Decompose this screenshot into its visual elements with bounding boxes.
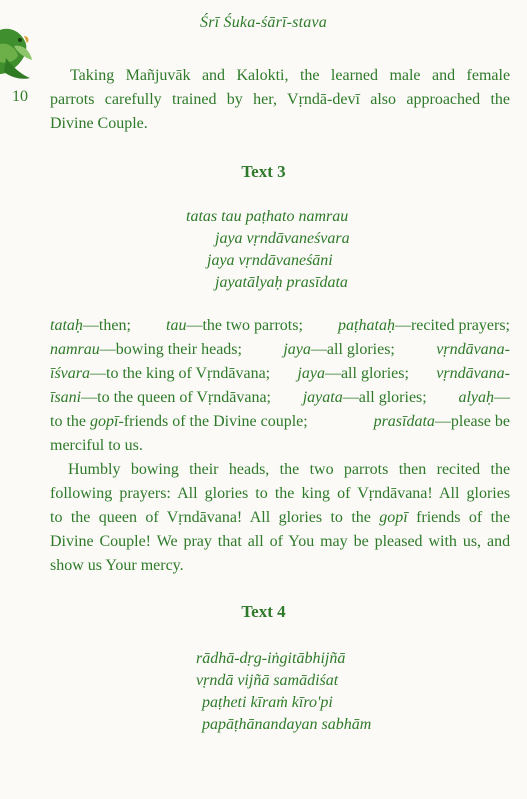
text-4-heading: Text 4 (241, 602, 286, 621)
synonym-entry: prasīdata—please be (373, 413, 510, 430)
verse-line: jayatālyaḥ prasīdata (215, 274, 348, 291)
verse-line: papāṭhānandayan sabhām (202, 716, 372, 733)
page-number: 10 (12, 88, 28, 105)
verse-line: tatas tau paṭhato namrau (186, 208, 349, 225)
verse-line: paṭheti kīraṁ kīro'pi (202, 694, 333, 711)
verse-line: rādhā-dṛg-iṅgitābhijñā (196, 650, 346, 667)
paragraph-line: Taking Mañjuvāk and Kalokti, the learned male and female (70, 67, 511, 84)
text-3-synonyms (50, 314, 510, 458)
synonym-entry: jaya—all glories; (283, 341, 395, 358)
synonym-entry: vṛndāvana- (436, 365, 510, 382)
parrot-illustration (0, 0, 40, 82)
text-4-verse (196, 648, 371, 736)
synonym-row (50, 386, 510, 410)
synonym-entry: namrau—bowing their heads; (50, 341, 242, 358)
paragraph-line: parrots carefully trained by her, Vṛndā-devī also approached the (50, 91, 511, 108)
paragraph-line: to the queen of Vṛndāvana! All glories to the gopī friends of the (50, 509, 511, 526)
verse-line: jaya vṛndāvaneśāni (207, 252, 333, 269)
synonym-entry: īśvara—to the king of Vṛndāvana; (50, 365, 271, 382)
synonym-row (50, 314, 510, 338)
paragraph-line: Humbly bowing their heads, the two parrots then recited the (68, 461, 511, 478)
synonym-row (50, 410, 510, 434)
verse-line: vṛndā vijñā samādiśat (196, 672, 339, 689)
synonym-entry: tau—the two parrots; (166, 317, 303, 334)
synonym-entry: alyaḥ— (458, 389, 510, 406)
synonym-entry: jayata—all glories; (302, 389, 427, 406)
synonym-entry: tataḥ—then; (50, 317, 131, 334)
text-3-heading: Text 3 (241, 162, 286, 181)
paragraph-line: show us Your mercy. (50, 557, 184, 574)
synonym-row (50, 362, 510, 386)
text-3-translation (50, 458, 510, 578)
synonym-entry: paṭhataḥ—recited prayers; (338, 317, 510, 334)
verse-line: jaya vṛndāvaneśvara (215, 230, 350, 247)
synonym-entry: vṛndāvana- (436, 341, 510, 358)
paragraph-line: Divine Couple. (50, 115, 148, 132)
synonym-row (50, 434, 510, 458)
text-3-verse (186, 206, 350, 294)
synonym-entry: merciful to us. (50, 437, 143, 454)
synonym-entry: jaya—all glories; (297, 365, 409, 382)
synonym-entry: to the gopī-friends of the Divine couple; (50, 413, 308, 430)
intro-paragraph (50, 64, 510, 136)
running-header: Śrī Śuka-śārī-stava (200, 14, 327, 31)
paragraph-line: Divine Couple! We pray that all of You may be pleased with us, and (50, 533, 511, 550)
synonym-row (50, 338, 510, 362)
synonym-entry: īsani—to the queen of Vṛndāvana; (50, 389, 271, 406)
paragraph-line: following prayers: All glories to the king of Vṛndāvana! All glories (50, 485, 511, 502)
